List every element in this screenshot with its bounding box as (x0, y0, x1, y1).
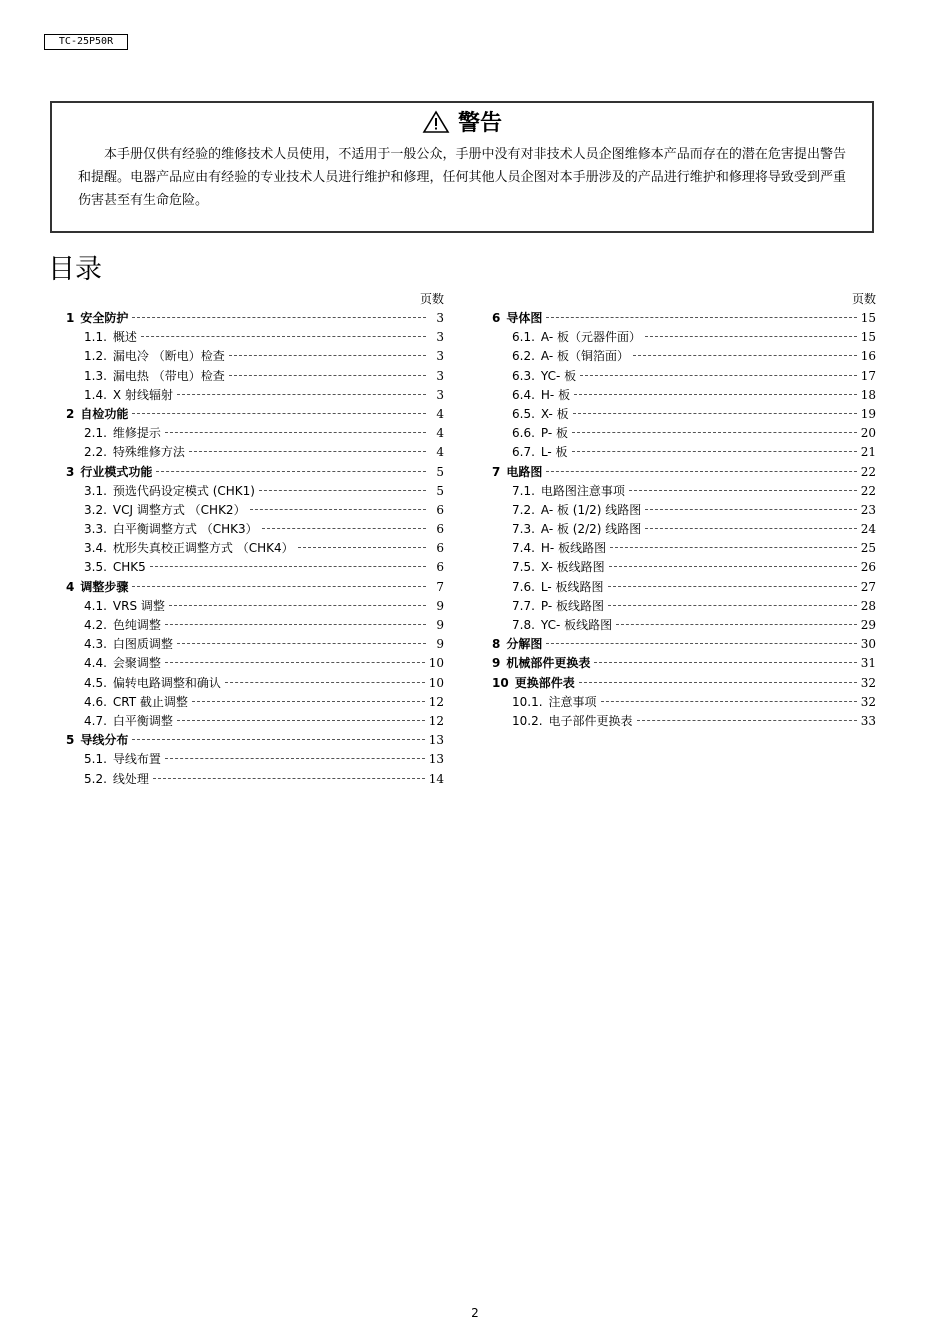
toc-entry-number: 7.7. (512, 598, 535, 613)
toc-entry-label: 更换部件表 (514, 675, 575, 690)
toc-entry[interactable] (492, 578, 876, 597)
warning-title (52, 109, 872, 139)
toc-entry-number: 3 (66, 464, 75, 479)
toc-entry[interactable] (66, 520, 444, 539)
toc-entry-label: A- 板（铜箔面） (540, 349, 629, 364)
toc-entry-label: 电路图注意事项 (540, 483, 625, 498)
toc-entry[interactable] (66, 693, 444, 712)
dot-leader (250, 508, 426, 510)
dot-leader (132, 316, 426, 318)
dot-leader (177, 719, 425, 721)
dot-leader (298, 546, 426, 548)
toc-entry-number: 9 (492, 656, 501, 671)
model-number: TC-25P50R (44, 34, 128, 50)
toc-entry-number: 4.2. (84, 618, 107, 632)
toc-entry-label: 概述 (112, 330, 137, 345)
dot-leader (645, 335, 857, 337)
toc-entry-page: 15 (860, 330, 876, 345)
toc-entry-page: 32 (860, 694, 876, 709)
dot-leader (156, 470, 426, 472)
toc-entry[interactable] (492, 539, 876, 558)
toc-entry-label: 漏电冷 （断电）检查 (112, 349, 225, 364)
toc-entry-page: 4 (436, 426, 444, 441)
dot-leader (546, 470, 856, 472)
dot-leader (165, 431, 426, 433)
dot-leader (610, 546, 857, 548)
dot-leader (633, 354, 857, 356)
toc-entry-page: 4 (436, 406, 444, 421)
toc-entry-number: 5.2. (84, 771, 107, 786)
toc-entry[interactable] (492, 674, 876, 693)
toc-entry-number: 4.1. (84, 598, 107, 613)
toc-entry-page: 25 (860, 541, 876, 556)
toc-entry-label: VCJ 调整方式 （CHK2） (112, 502, 246, 517)
toc-entry[interactable] (66, 386, 444, 405)
toc-entry-page: 26 (860, 560, 876, 575)
toc-entry[interactable] (492, 309, 876, 328)
toc-entry[interactable] (492, 654, 876, 673)
toc-entry-page: 19 (860, 406, 876, 421)
toc-entry[interactable] (492, 520, 876, 539)
toc-entry[interactable] (66, 367, 444, 386)
toc-entry-number: 7.3. (512, 522, 535, 537)
warning-title-text: 警告 (457, 111, 502, 136)
toc-entry[interactable] (66, 616, 444, 635)
toc-entry-number: 7.5. (512, 560, 535, 575)
toc-entry-page: 22 (860, 483, 876, 498)
toc-entry-label: L- 板线路图 (540, 579, 604, 594)
toc-entry-label: 导线布置 (112, 752, 161, 767)
toc-entry-label: X- 板线路图 (540, 560, 605, 575)
toc-entry-page: 9 (436, 598, 444, 613)
dot-leader (165, 757, 425, 759)
toc-entry-number: 4 (66, 579, 75, 594)
toc-entry-number: 4.5. (84, 675, 107, 690)
toc-entry[interactable] (492, 463, 876, 482)
toc-entry-page: 27 (860, 579, 876, 594)
toc-entry-number: 4.4. (84, 656, 107, 671)
toc-entry-number: 3.5. (84, 560, 107, 575)
toc-entry[interactable] (66, 635, 444, 654)
toc-entry-number: 1.4. (84, 387, 107, 402)
dot-leader (609, 565, 857, 567)
toc-entry[interactable] (492, 367, 876, 386)
toc-entry-number: 6.7. (512, 445, 535, 460)
toc-entry-number: 10.2. (512, 713, 543, 728)
dot-leader (132, 412, 426, 414)
toc-entry-page: 5 (436, 464, 444, 479)
dot-leader (608, 604, 857, 606)
toc-entry-label: CRT 截止调整 (112, 694, 188, 709)
toc-entry-page: 3 (436, 387, 444, 402)
dot-leader (546, 316, 856, 318)
dot-leader (229, 354, 426, 356)
toc-entry-page: 6 (436, 560, 444, 575)
toc-entry-number: 4.7. (84, 713, 107, 728)
toc-entry[interactable] (492, 693, 876, 712)
toc-entry-label: A- 板 (1/2) 线路图 (540, 502, 642, 517)
dot-leader (192, 700, 425, 702)
toc-entry[interactable] (66, 578, 444, 597)
page-column-header: 页数 (419, 292, 444, 306)
toc-entry-label: 特殊维修方法 (112, 445, 185, 460)
dot-leader (132, 738, 424, 740)
toc-entry-label: 注意事项 (548, 694, 597, 709)
toc-entry-page: 21 (860, 445, 876, 460)
dot-leader (259, 489, 426, 491)
toc-entry-page: 6 (436, 522, 444, 537)
toc-entry-number: 10 (492, 675, 509, 690)
toc-entry-number: 7.6. (512, 579, 535, 594)
toc-entry-page: 7 (436, 579, 444, 594)
toc-entry-number: 3.4. (84, 541, 107, 556)
dot-leader (169, 604, 426, 606)
toc-entry-label: 白平衡调整 (112, 713, 173, 728)
toc-entry-number: 1.1. (84, 330, 107, 345)
toc-entry-label: 白图质调整 (112, 637, 173, 652)
dot-leader (616, 623, 857, 625)
toc-entry-label: X- 板 (540, 406, 569, 421)
dot-leader (177, 393, 426, 395)
toc-entry-page: 13 (428, 752, 444, 767)
toc-entry-page: 3 (436, 368, 444, 383)
toc-entry-page: 13 (428, 733, 444, 748)
toc-entry-number: 3.3. (84, 522, 107, 537)
toc-entry[interactable] (66, 674, 444, 693)
toc-entry[interactable] (66, 558, 444, 577)
toc-entry-label: 漏电热 （带电）检查 (112, 368, 225, 383)
toc-entry-label: 色纯调整 (112, 618, 161, 632)
toc-entry-number: 4.3. (84, 637, 107, 652)
dot-leader (177, 642, 426, 644)
toc-entry[interactable] (492, 443, 876, 462)
toc-entry-number: 8 (492, 637, 501, 652)
dot-leader (572, 450, 857, 452)
toc-entry-page: 12 (428, 694, 444, 709)
toc-entry-page: 6 (436, 502, 444, 517)
toc-entry-label: P- 板 (540, 426, 569, 441)
dot-leader (229, 374, 426, 376)
toc-entry-page: 29 (860, 618, 876, 632)
toc-entry[interactable] (66, 424, 444, 443)
toc-entry[interactable] (492, 635, 876, 654)
toc-column-right (492, 290, 876, 731)
dot-leader (141, 335, 426, 337)
toc-entry-number: 10.1. (512, 694, 543, 709)
dot-leader (572, 431, 857, 433)
toc-entry-page: 24 (860, 522, 876, 537)
toc-entry-page: 10 (428, 656, 444, 671)
toc-entry-label: 枕形失真校正调整方式 （CHK4） (112, 541, 294, 556)
toc-entry[interactable] (492, 558, 876, 577)
dot-leader (580, 374, 857, 376)
toc-entry-page: 16 (860, 349, 876, 364)
toc-entry-number: 6.1. (512, 330, 535, 345)
toc-entry-label: VRS 调整 (112, 598, 165, 613)
toc-entry-label: 导线分布 (80, 733, 129, 748)
dot-leader (262, 527, 426, 529)
toc-entry[interactable] (66, 501, 444, 520)
toc-entry-number: 2.1. (84, 426, 107, 441)
toc-entry-label: H- 板线路图 (540, 541, 607, 556)
toc-entry-page: 30 (860, 637, 876, 652)
toc-entry-label: L- 板 (540, 445, 568, 460)
dot-leader (608, 585, 857, 587)
toc-column-left (66, 290, 444, 789)
toc-entry-number: 7.4. (512, 541, 535, 556)
toc-entry-number: 2.2. (84, 445, 107, 460)
toc-entry[interactable] (492, 482, 876, 501)
toc-entry-label: 自检功能 (80, 406, 129, 421)
dot-leader (574, 393, 857, 395)
toc-entry-number: 5.1. (84, 752, 107, 767)
toc-entry-page: 20 (860, 426, 876, 441)
toc-entry-page: 28 (860, 598, 876, 613)
toc-entry-page: 15 (860, 311, 876, 325)
toc-entry[interactable] (492, 501, 876, 520)
toc-entry-number: 1.2. (84, 349, 107, 364)
toc-entry-label: YC- 板线路图 (540, 618, 613, 632)
toc-entry[interactable] (66, 482, 444, 501)
toc-entry-number: 6.2. (512, 349, 535, 364)
toc-entry-number: 6 (492, 311, 501, 325)
toc-entry-label: 行业模式功能 (80, 464, 153, 479)
warning-box (50, 101, 874, 233)
toc-entry-number: 7.1. (512, 483, 535, 498)
toc-entry-page: 18 (860, 387, 876, 402)
toc-entry-page: 3 (436, 311, 444, 325)
toc-entry[interactable] (66, 750, 444, 769)
toc-entry[interactable] (66, 770, 444, 789)
toc-entry[interactable] (66, 405, 444, 424)
toc-entry-label: P- 板线路图 (540, 598, 605, 613)
warning-triangle-icon (422, 110, 450, 134)
toc-entry-label: CHK5 (112, 560, 146, 575)
toc-entry[interactable] (66, 347, 444, 366)
dot-leader (645, 527, 856, 529)
toc-entry-label: 调整步骤 (80, 579, 129, 594)
toc-entry-label: H- 板 (540, 387, 571, 402)
toc-entry[interactable] (66, 309, 444, 328)
dot-leader (225, 681, 425, 683)
toc-entry-page: 9 (436, 637, 444, 652)
toc-entry-number: 6.3. (512, 368, 535, 383)
toc-entry-label: 线处理 (112, 771, 149, 786)
toc-entry-page: 17 (860, 368, 876, 383)
toc-entry-number: 1 (66, 311, 75, 325)
toc-entry-page: 3 (436, 349, 444, 364)
toc-title: 目录 (48, 254, 102, 285)
toc-entry-label: 维修提示 (112, 426, 161, 441)
toc-entry-number: 2 (66, 406, 75, 421)
toc-entry-page: 12 (428, 713, 444, 728)
toc-entry-number: 7 (492, 464, 501, 479)
page-number: 2 (471, 1306, 479, 1320)
toc-entry[interactable] (66, 328, 444, 347)
toc-entry-page: 4 (436, 445, 444, 460)
toc-entry-page: 31 (860, 656, 876, 671)
dot-leader (629, 489, 857, 491)
toc-entry-label: 会聚调整 (112, 656, 161, 671)
toc-entry[interactable] (492, 712, 876, 731)
dot-leader (132, 585, 426, 587)
dot-leader (601, 700, 857, 702)
toc-entry-number: 3.2. (84, 502, 107, 517)
toc-entry[interactable] (492, 616, 876, 635)
toc-entry-number: 5 (66, 733, 75, 748)
toc-entry-page: 14 (428, 771, 444, 786)
toc-entry-number: 7.2. (512, 502, 535, 517)
toc-entry[interactable] (66, 443, 444, 462)
toc-entry[interactable] (492, 597, 876, 616)
toc-entry-label: A- 板（元器件面） (540, 330, 641, 345)
toc-entry-number: 4.6. (84, 694, 107, 709)
toc-entry[interactable] (66, 712, 444, 731)
toc-entry-page: 22 (860, 464, 876, 479)
toc-entry-page: 33 (860, 713, 876, 728)
toc-entry-label: 安全防护 (80, 311, 129, 325)
toc-entry-label: 白平衡调整方式 （CHK3） (112, 522, 258, 537)
toc-entry-page: 3 (436, 330, 444, 345)
warning-body: 本手册仅供有经验的维修技术人员使用，不适用于一般公众，手册中没有对非技术人员企图维修本产品而存在的潜在危害提出警告和提醒。电器产品应由有经验的专业技术人员进行维护和修理，任何其他人员企图对本手册涉及的产品进行维护和修理将导致受到严重伤害甚至有生命危险。 (78, 147, 846, 208)
dot-leader (645, 508, 856, 510)
toc-entry-page: 10 (428, 675, 444, 690)
dot-leader (165, 661, 425, 663)
toc-entry[interactable] (492, 405, 876, 424)
toc-entry[interactable] (66, 539, 444, 558)
toc-entry-page: 9 (436, 618, 444, 632)
dot-leader (150, 565, 426, 567)
toc-entry-page: 32 (860, 675, 876, 690)
dot-leader (579, 681, 857, 683)
toc-entry-label: YC- 板 (540, 368, 577, 383)
toc-entry-number: 6.5. (512, 406, 535, 421)
dot-leader (594, 661, 856, 663)
dot-leader (573, 412, 857, 414)
toc-entry-number: 6.6. (512, 426, 535, 441)
toc-entry-label: 偏转电路调整和确认 (112, 675, 221, 690)
toc-entry[interactable] (492, 424, 876, 443)
toc-entry-page: 5 (436, 483, 444, 498)
toc-entry-label: 导体图 (506, 311, 543, 325)
dot-leader (637, 719, 857, 721)
toc-entry-number: 7.8. (512, 618, 535, 632)
toc-entry-label: 电子部件更换表 (548, 713, 633, 728)
toc-entry-label: 电路图 (506, 464, 543, 479)
toc-entry[interactable] (66, 731, 444, 750)
toc-entry-number: 6.4. (512, 387, 535, 402)
toc-entry-page: 23 (860, 502, 876, 517)
dot-leader (153, 777, 425, 779)
toc-entry[interactable] (492, 328, 876, 347)
toc-entry-number: 1.3. (84, 368, 107, 383)
toc-entry-label: X 射线辐射 (112, 387, 173, 402)
toc-entry[interactable] (66, 597, 444, 616)
dot-leader (546, 642, 856, 644)
toc-entry-label: A- 板 (2/2) 线路图 (540, 522, 642, 537)
toc-entry-number: 3.1. (84, 483, 107, 498)
toc-entry-label: 分解图 (506, 637, 543, 652)
toc-entry-label: 预选代码设定模式 (CHK1) (112, 483, 255, 498)
page-column-header: 页数 (851, 292, 876, 306)
toc-entry[interactable] (66, 654, 444, 673)
toc-entry-page: 6 (436, 541, 444, 556)
toc-entry[interactable] (66, 463, 444, 482)
toc-entry[interactable] (492, 347, 876, 366)
toc-entry-label: 机械部件更换表 (506, 656, 591, 671)
dot-leader (189, 450, 426, 452)
dot-leader (165, 623, 426, 625)
toc-entry[interactable] (492, 386, 876, 405)
